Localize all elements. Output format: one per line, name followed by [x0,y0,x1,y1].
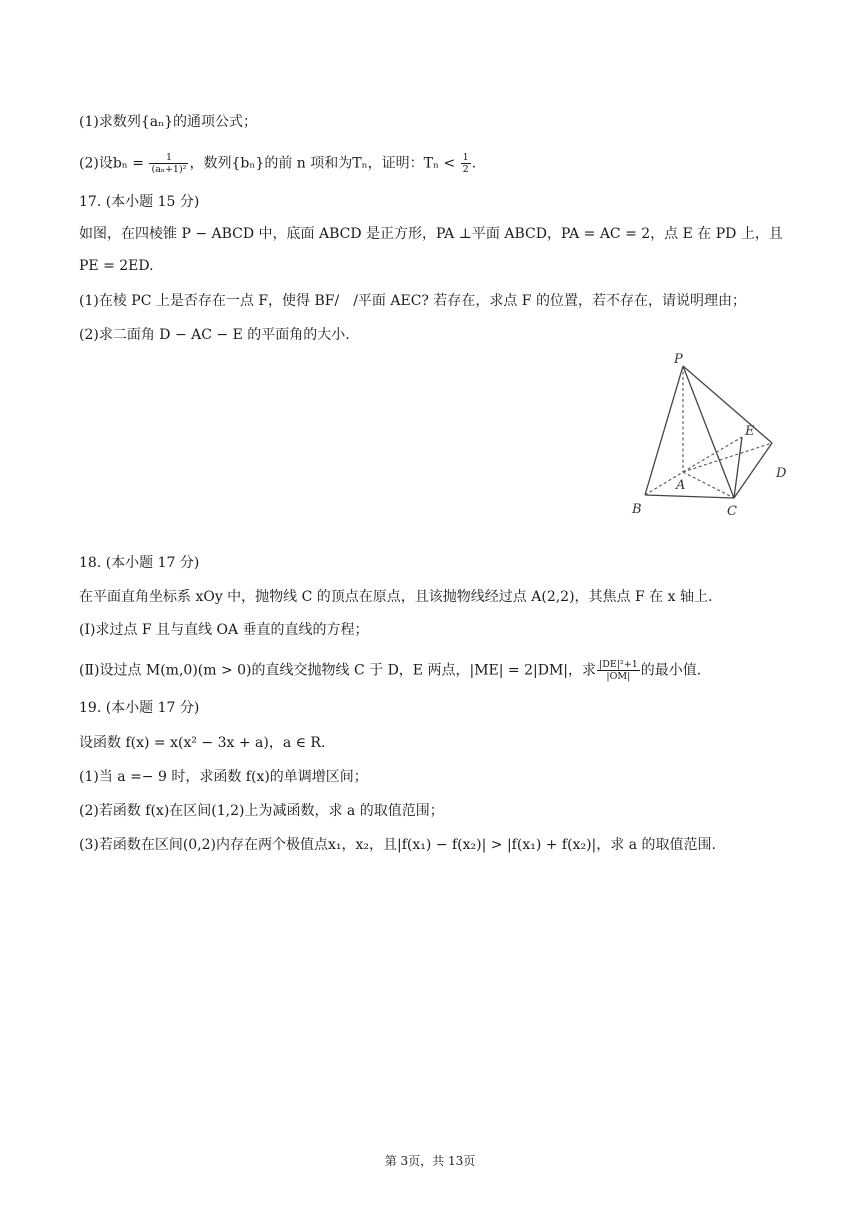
label-A: A [676,478,686,493]
q16-part1: (1)求数列{aₙ}的通项公式； [79,114,258,130]
q16-fraction-numerator: 1 [149,152,188,164]
label-C: C [727,504,737,519]
q19-stem: 设函数 f(x) = x(x² − 3x + a)，a ∈ R. [79,735,326,751]
q16-part2 [79,152,476,175]
page-footer: 第 3页，共 13页 [384,1154,476,1168]
q16-half-fraction [461,152,471,175]
q18-part2-lead: (Ⅱ)设过点 M(m,0)(m > 0)的直线交抛物线 C 于 D，E 两点，|ME| = 2|DM|，求 [79,662,596,679]
q18-stem: 在平面直角坐标系 xOy 中，抛物线 C 的顶点在原点，且该抛物线经过点 A(2,2)，其焦点 F 在 x 轴上. [79,589,713,605]
q16-fraction [149,152,188,175]
pyramid-diagram [620,348,800,523]
q16-half-denominator: 2 [462,164,469,175]
q16-part2-middle: ，数列{bₙ}的前 n 项和为Tₙ，证明：Tₙ < [189,155,460,172]
q16-part2-end: . [471,155,477,172]
q18-part2-end: 的最小值. [640,662,702,679]
label-B: B [632,502,642,517]
edge-AC [683,472,734,498]
q17-stem-line1: 如图，在四棱锥 P − ABCD 中，底面 ABCD 是正方形，PA ⊥平面 ABCD，PA = AC = 2，点 E 在 PD 上，且 [79,226,783,242]
label-P: P [674,352,683,367]
edge-PC [683,366,734,498]
q17-stem-line2: PE = 2ED. [79,258,154,274]
edge-PD [683,366,772,443]
q16-half-numerator: 1 [462,152,469,163]
q18-part1: (Ⅰ)求过点 F 且与直线 OA 垂直的直线的方程； [79,622,369,638]
q18-fraction-numerator: |DE|²+1 [599,659,638,670]
edge-BC [645,495,734,498]
q18-part2 [79,659,701,682]
q17-part2: (2)求二面角 D − AC − E 的平面角的大小. [79,327,350,343]
q19-heading: 19. (本小题 17 分) [79,700,200,716]
q16-part2-lead: (2)设bₙ = [79,155,149,172]
q18-heading: 18. (本小题 17 分) [79,555,200,571]
q16-fraction-denominator: (aₙ+1)² [151,164,187,175]
edge-AD [683,443,772,472]
q17-heading: 17. (本小题 15 分) [79,194,200,210]
q19-part1: (1)当 a =− 9 时，求函数 f(x)的单调增区间； [79,769,368,785]
q18-fraction [597,659,640,682]
pyramid-figure [620,348,800,523]
label-E: E [745,424,755,439]
q19-part3: (3)若函数在区间(0,2)内存在两个极值点x₁，x₂，且|f(x₁) − f(x₂)| > |f(x₁) + f(x₂)|，求 a 的取值范围. [79,837,716,853]
q18-fraction-denominator: |OM| [606,671,631,682]
edge-PB [645,366,686,495]
q17-part1: (1)在棱 PC 上是否存在一点 F，使得 BF/ /平面 AEC? 若存在，求点 F 的位置，若不存在，请说明理由； [79,293,746,309]
q19-part2: (2)若函数 f(x)在区间(1,2)上为减函数，求 a 的取值范围； [79,803,444,819]
label-D: D [776,466,787,481]
